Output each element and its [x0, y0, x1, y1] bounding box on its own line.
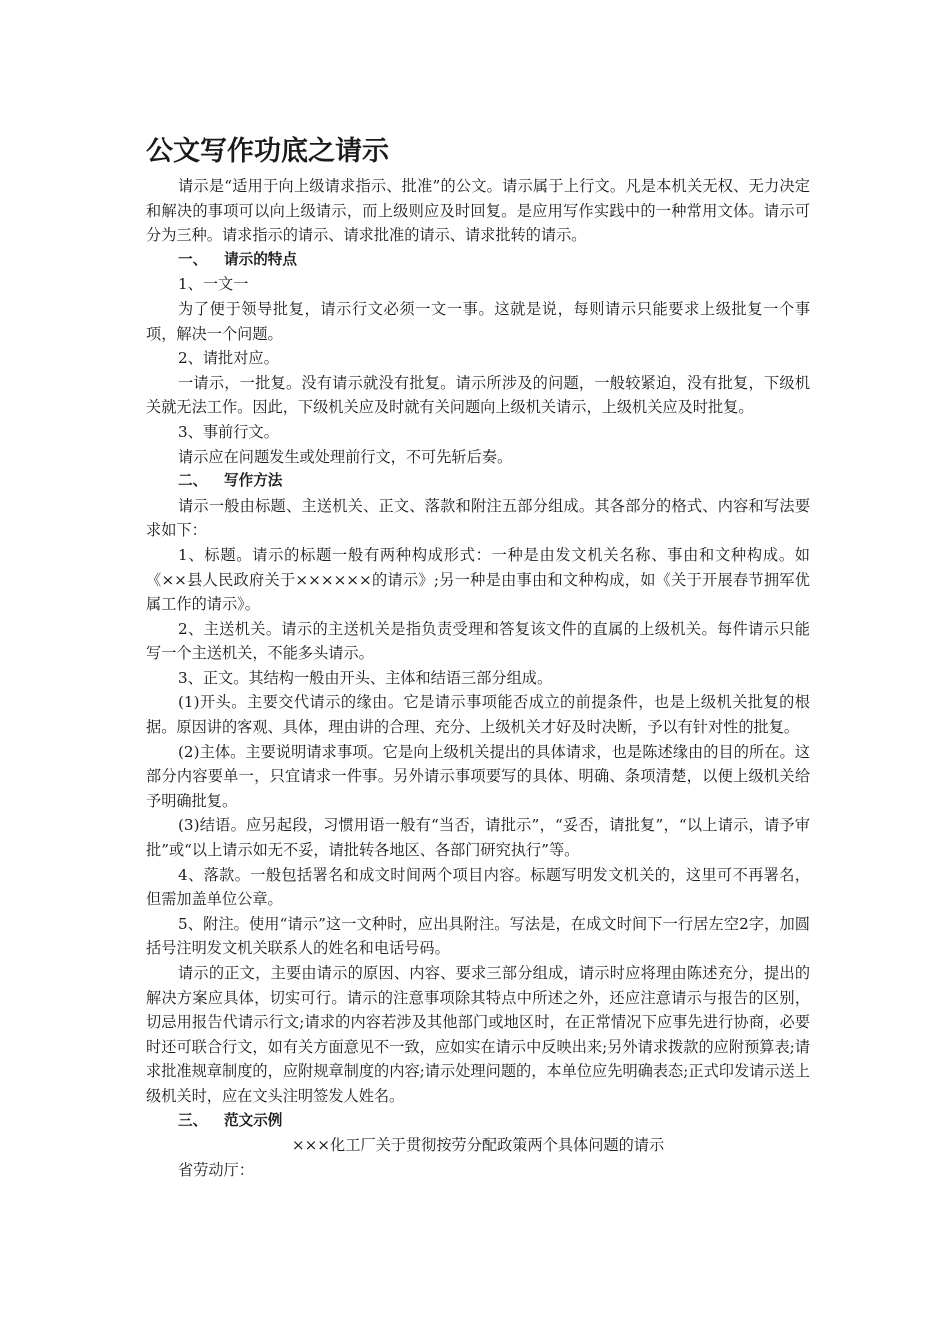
point-title: 2、请批对应。	[178, 349, 279, 368]
section-title: 写作方法	[224, 472, 283, 490]
section-title: 范文示例	[224, 1111, 283, 1129]
section-number: 一、	[178, 250, 208, 268]
document-title: 公文写作功底之请示	[146, 136, 389, 167]
section-number: 三、	[178, 1111, 208, 1129]
method-item: 5、附注。使用“请示”这一文种时，应出具附注。写法是，在成文时间下一行居左空2字，加圆括号注明发文机关联系人的姓名和电话号码。	[146, 914, 810, 958]
point-title: 1、一文一	[178, 275, 249, 294]
point-body: 为了便于领导批复，请示行文必须一文一事。这就是说，每则请示只能要求上级批复一个事项，解决一个问题。	[146, 299, 810, 343]
method-item: 4、落款。一般包括署名和成文时间两个项目内容。标题写明发文机关的，这里可不再署名，但需加盖单位公章。	[146, 865, 810, 909]
sample-addressee: 省劳动厅：	[178, 1160, 254, 1179]
section-heading-3	[146, 1109, 810, 1134]
point-body: 一请示，一批复。没有请示就没有批复。请示所涉及的问题，一般较紧迫，没有批复，下级机关就无法工作。因此，下级机关应及时就有关问题向上级机关请示，上级机关应及时批复。	[146, 373, 810, 417]
method-item: 3、正文。其结构一般由开头、主体和结语三部分组成。	[178, 668, 553, 687]
section-title: 请示的特点	[224, 250, 297, 268]
point-body: 请示应在问题发生或处理前行文，不可先斩后奏。	[178, 447, 513, 466]
summary-paragraph: 请示的正文，主要由请示的原因、内容、要求三部分组成，请示时应将理由陈述充分，提出的解决方案应具体，切实可行。请示的注意事项除其特点中所述之外，还应注意请示与报告的区别，切忌用报告代请示行文;请求的内容若涉及其他部门或地区时，在正常情况下应事先进行协商，必要时还可联合行文，如有关方面意见不一致，应如实在请示中反映出来;另外请求拨款的应附预算表;请求批准规章制度的，应附规章制度的内容;请示处理问题的，本单位应先明确表态;正式印发请示送上级机关时，应在文头注明签发人姓名。	[146, 964, 810, 1105]
sample-title: ×××化工厂关于贯彻按劳分配政策两个具体问题的请示	[291, 1136, 665, 1155]
section-heading-1	[146, 248, 810, 273]
point-title: 3、事前行文。	[178, 422, 279, 441]
document-body	[146, 134, 810, 1182]
method-subitem: (3)结语。应另起段，习惯用语一般有“当否，请批示”，“妥否，请批复”，“以上请示，请予审批”或“以上请示如无不妥，请批转各地区、各部门研究执行”等。	[146, 816, 810, 860]
section-number: 二、	[178, 472, 208, 490]
section-intro: 请示一般由标题、主送机关、正文、落款和附注五部分组成。其各部分的格式、内容和写法要求如下：	[146, 496, 810, 540]
method-subitem: (1)开头。主要交代请示的缘由。它是请示事项能否成立的前提条件，也是上级机关批复的根据。原因讲的客观、具体，理由讲的合理、充分、上级机关才好及时决断，予以有针对性的批复。	[146, 693, 810, 737]
method-item: 1、标题。请示的标题一般有两种构成形式：一种是由发文机关名称、事由和文种构成。如《××县人民政府关于××××××的请示》;另一种是由事由和文种构成，如《关于开展春节拥军优属工作的请示》。	[146, 545, 810, 614]
intro-paragraph: 请示是“适用于向上级请求指示、批准”的公文。请示属于上行文。凡是本机关无权、无力决定和解决的事项可以向上级请示，而上级则应及时回复。是应用写作实践中的一种常用文体。请示可分为三种。请求指示的请示、请求批准的请示、请求批转的请示。	[146, 177, 810, 245]
method-subitem: (2)主体。主要说明请求事项。它是向上级机关提出的具体请求，也是陈述缘由的目的所在。这部分内容要单一，只宜请求一件事。另外请示事项要写的具体、明确、条项清楚，以便上级机关给予明确批复。	[146, 742, 810, 810]
section-heading-2	[146, 469, 810, 494]
method-item: 2、主送机关。请示的主送机关是指负责受理和答复该文件的直属的上级机关。每件请示只能写一个主送机关，不能多头请示。	[146, 619, 810, 663]
